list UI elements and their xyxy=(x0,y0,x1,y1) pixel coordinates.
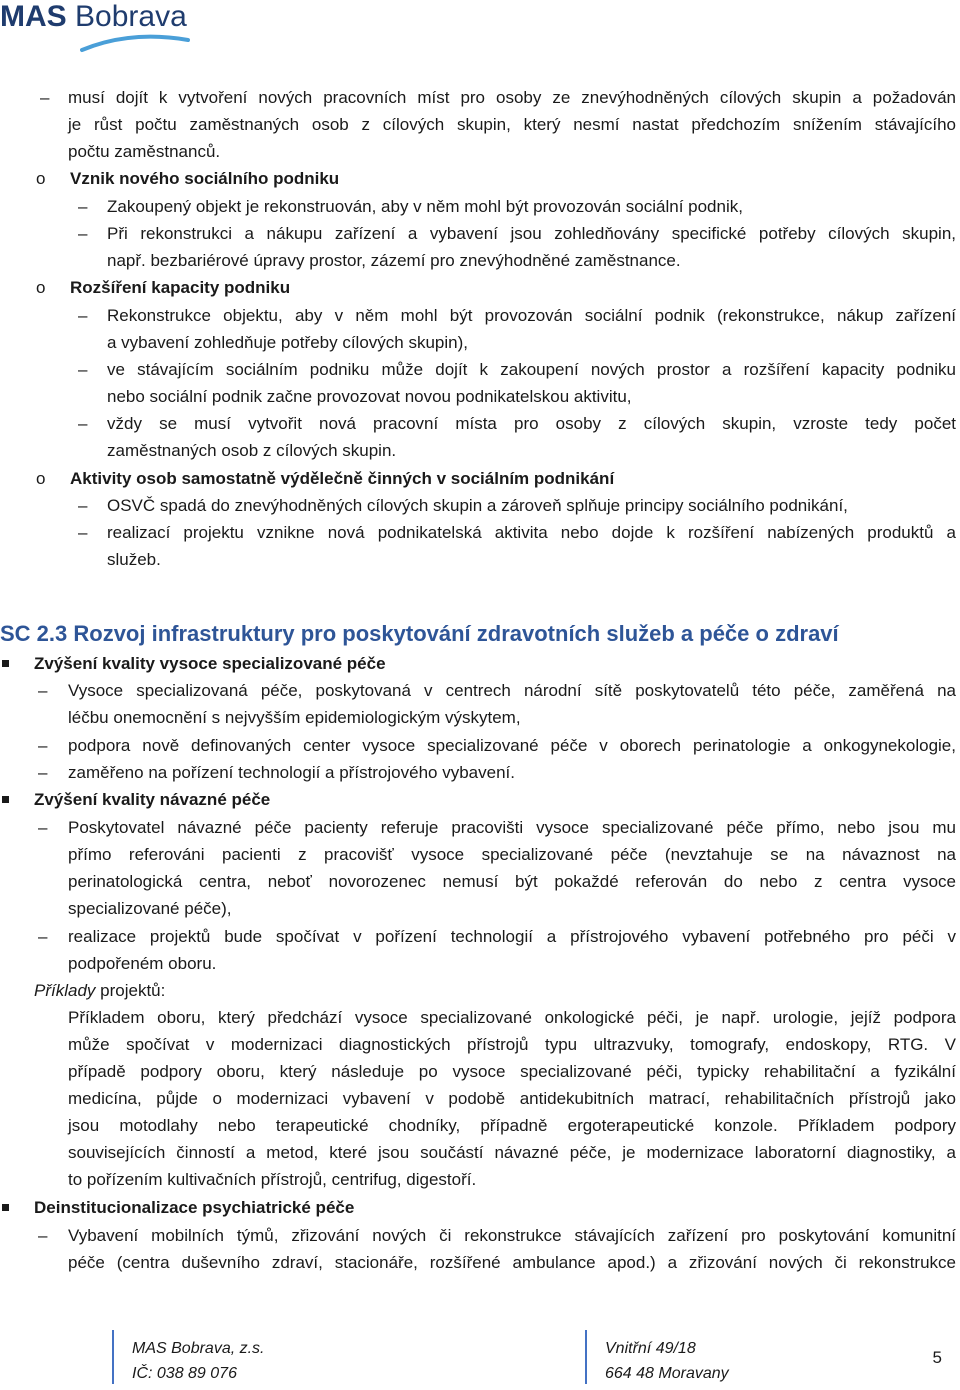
list-item: zaměstnaných osob z cílových skupin. xyxy=(107,441,397,460)
list-item: Vybavení mobilních týmů, zřizování nových či rekonstrukce stávajících zařízení pro poskytování komunitní xyxy=(68,1226,956,1245)
dash-marker: – xyxy=(78,523,88,542)
list-item: služeb. xyxy=(107,550,161,569)
examples-label-italic: Příklady xyxy=(34,981,96,1000)
list-item: realizací projektu vznikne nová podnikatelská aktivita nebo dojde k rozšíření nabízených produktů a xyxy=(107,523,956,542)
list-item: podpora nově definovaných center vysoce specializované péče v oborech perinatologie a onkogynekologie, xyxy=(68,736,956,755)
square-bullet-icon xyxy=(2,660,9,667)
logo-name-bold: MAS xyxy=(0,0,67,33)
circle-marker: o xyxy=(36,169,46,188)
logo xyxy=(0,0,200,56)
dash-marker: – xyxy=(38,736,48,755)
footer-divider xyxy=(585,1330,587,1384)
example-line: medicína, půjde o modernizaci vybavení v podobě antidekubitních matrací, rehabilitačních přístrojů jako xyxy=(68,1089,956,1108)
footer-street: Vnitřní 49/18 xyxy=(605,1340,696,1357)
dash-marker: – xyxy=(40,88,50,107)
example-line: jsou motodlahy nebo terapeutické chodníky, případně ergoterapeutické konzole. Příkladem podpory xyxy=(68,1116,956,1135)
list-item: realizace projektů bude spočívat v pořízení technologií a přístrojového vybavení potřebného pro péči v xyxy=(68,927,956,946)
footer-divider xyxy=(112,1330,114,1384)
list-item: a vybavení zohledňuje potřeby cílových skupin), xyxy=(107,333,468,352)
dash-marker: – xyxy=(78,224,88,243)
circle-marker: o xyxy=(36,469,46,488)
square-bullet-icon xyxy=(2,796,9,803)
list-item: vždy se musí vytvořit nová pracovní místa pro osoby z cílových skupin, vzroste tedy počet xyxy=(107,414,956,433)
subsection-title: Zvýšení kvality návazné péče xyxy=(34,790,271,809)
list-item: péče (centra duševního zdraví, stacionáře, rozšířené ambulance apod.) a zřizování nových či rekonstrukce xyxy=(68,1253,956,1272)
dash-marker: – xyxy=(38,1226,48,1245)
dash-marker: – xyxy=(78,197,88,216)
list-item: Rekonstrukce objektu, aby v něm mohl být provozován sociální podnik (rekonstrukce, nákup zařízení xyxy=(107,306,956,325)
dash-marker: – xyxy=(78,306,88,325)
dash-marker: – xyxy=(78,414,88,433)
examples-label-rest: projektů: xyxy=(95,981,166,1000)
dash-marker: – xyxy=(38,681,48,700)
example-line: může spočívat v modernizaci diagnostických přístrojů typu ultrazvuky, tomografy, endoskopy, RTG. V xyxy=(68,1035,956,1054)
list-item: OSVČ spadá do znevýhodněných cílových skupin a zároveň splňuje principy sociálního podnikání, xyxy=(107,496,848,515)
subheading-rozsireni: Rozšíření kapacity podniku xyxy=(70,278,291,297)
list-item: léčbu onemocnění s nejvyšším epidemiologickým výskytem, xyxy=(68,708,521,727)
paragraph-line: počtu zaměstnanců. xyxy=(68,142,221,161)
logo-swoosh-icon xyxy=(80,34,190,54)
page-number: 5 xyxy=(932,1348,942,1367)
list-item: specializované péče), xyxy=(68,899,232,918)
footer-city: 664 48 Moravany xyxy=(605,1365,729,1382)
example-line: případě podpory oboru, který následuje po vysoce specializované péči, typicky rehabilitační a fyzikální xyxy=(68,1062,956,1081)
list-item: Poskytovatel návazné péče pacienty referuje pracovišti vysoce specializované péče přímo, nebo jsou mu xyxy=(68,818,956,837)
dash-marker: – xyxy=(38,927,48,946)
list-item: podpořeném oboru. xyxy=(68,954,217,973)
list-item: zaměřeno na pořízení technologií a přístrojového vybavení. xyxy=(68,763,515,782)
dash-marker: – xyxy=(38,763,48,782)
section-heading: SC 2.3 Rozvoj infrastruktury pro poskytování zdravotních služeb a péče o zdraví xyxy=(0,621,839,646)
list-item: Zakoupený objekt je rekonstruován, aby v něm mohl být provozován sociální podnik, xyxy=(107,197,743,216)
examples-label xyxy=(34,980,165,1002)
logo-name-regular: Bobrava xyxy=(75,0,187,33)
list-item: např. bezbariérové úpravy prostor, zázemí pro znevýhodněné zaměstnance. xyxy=(107,251,681,270)
dash-marker: – xyxy=(78,496,88,515)
paragraph-line: je růst počtu zaměstnaných osob z cílových skupin, který nesmí nastat předchozím snížením stávajícího xyxy=(68,115,956,134)
example-line: souvisejících činností a metod, které jsou součástí návazné péče, je modernizace laboratorní diagnostiky, a xyxy=(68,1143,956,1162)
circle-marker: o xyxy=(36,278,46,297)
page-footer xyxy=(0,1330,960,1390)
subheading-aktivity: Aktivity osob samostatně výdělečně činných v sociálním podnikání xyxy=(70,469,615,488)
logo-text xyxy=(0,0,187,34)
dash-marker: – xyxy=(38,818,48,837)
example-line: to pořízením kultivačních přístrojů, centrifug, digestoří. xyxy=(68,1170,477,1189)
list-item: nebo sociální podnik začne provozovat novou podnikatelskou aktivitu, xyxy=(107,387,632,406)
example-line: Příkladem oboru, který předchází vysoce specializované onkologické péči, je např. urologie, jejíž podpora xyxy=(68,1008,956,1027)
square-bullet-icon xyxy=(2,1204,9,1211)
list-item: ve stávajícím sociálním podniku může dojít k zakoupení nových prostor a rozšíření kapacity podniku xyxy=(107,360,956,379)
footer-org: MAS Bobrava, z.s. xyxy=(132,1340,265,1357)
list-item: perinatologická centra, neboť novorozenec nemusí být pokaždé referován do nebo z centra vysoce xyxy=(68,872,956,891)
subheading-vznik: Vznik nového sociálního podniku xyxy=(70,169,340,188)
list-item: Vysoce specializovaná péče, poskytovaná v centrech národní sítě poskytovatelů této péče, zaměřená na xyxy=(68,681,956,700)
footer-ic: IČ: 038 89 076 xyxy=(132,1365,237,1382)
subsection-title: Deinstitucionalizace psychiatrické péče xyxy=(34,1198,355,1217)
paragraph-line: musí dojít k vytvoření nových pracovních míst pro osoby ze znevýhodněných cílových skupin a požadován xyxy=(68,88,956,107)
dash-marker: – xyxy=(78,360,88,379)
list-item: přímo referováni pacienti z pracovišť vysoce specializované péče (nevztahuje se na návaznost na xyxy=(68,845,956,864)
list-item: Při rekonstrukci a nákupu zařízení a vybavení jsou zohledňovány specifické potřeby cílových skupin, xyxy=(107,224,956,243)
subsection-title: Zvýšení kvality vysoce specializované péče xyxy=(34,654,386,673)
